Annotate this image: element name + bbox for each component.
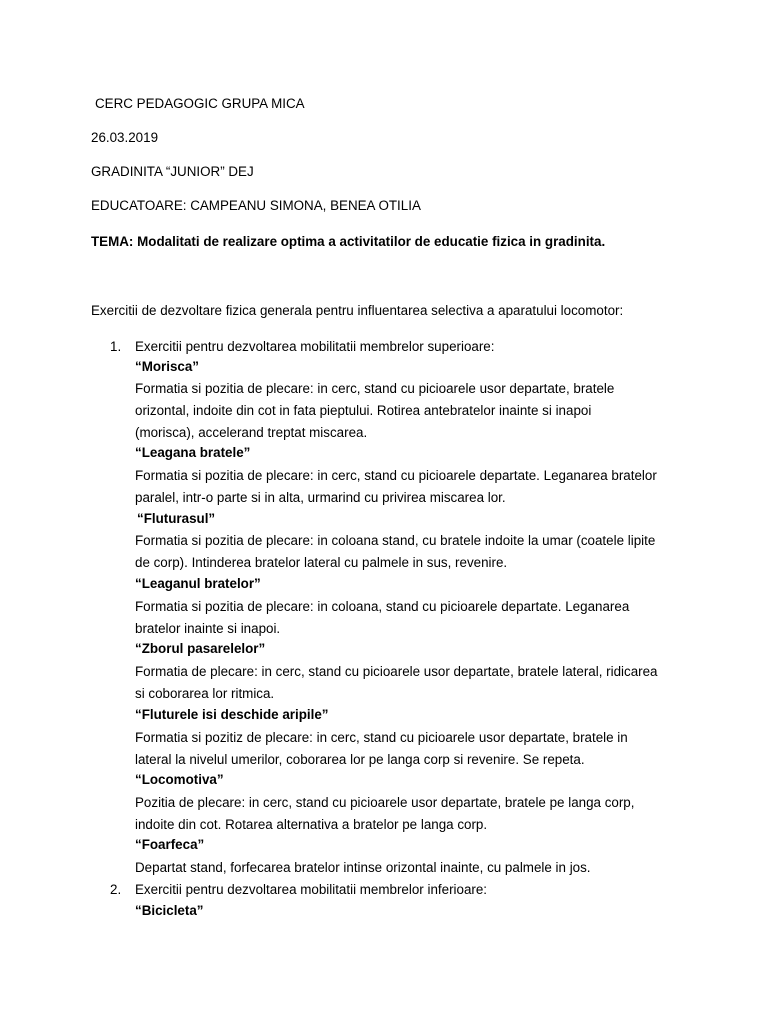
exercise-line: Formatia si pozitia de plecare: in cerc, stand cu picioarele departate. Leganarea bratelor: [135, 468, 657, 483]
exercise-line: de corp). Intinderea bratelor lateral cu palmele in sus, revenire.: [135, 555, 508, 570]
exercise-line: Formatia si pozitia de plecare: in coloana stand, cu bratele indoite la umar (coatele lipite: [135, 533, 656, 548]
document-date: 26.03.2019: [91, 130, 159, 145]
exercise-line: orizontal, indoite din cot in fata pieptului. Rotirea antebratelor inainte si inapoi: [135, 403, 592, 418]
exercise-name: “Bicicleta”: [135, 903, 204, 918]
exercise-line: Departat stand, forfecarea bratelor intinse orizontal inainte, cu palmele in jos.: [135, 860, 591, 875]
document-title: CERC PEDAGOGIC GRUPA MICA: [95, 96, 305, 111]
exercise-line: (morisca), accelerand treptat miscarea.: [135, 425, 368, 440]
exercise-line: lateral la nivelul umerilor, coborarea lor pe langa corp si revenire. Se repeta.: [135, 752, 585, 767]
exercise-name: “Foarfeca”: [135, 837, 205, 852]
exercise-name: “Leaganul bratelor”: [135, 576, 261, 591]
section-heading: Exercitii pentru dezvoltarea mobilitatii membrelor superioare:: [135, 339, 495, 354]
theme-line: TEMA: Modalitati de realizare optima a activitatilor de educatie fizica in gradinita.: [91, 234, 606, 249]
school-name: GRADINITA “JUNIOR” DEJ: [91, 164, 254, 179]
intro-paragraph: Exercitii de dezvoltare fizica generala pentru influentarea selectiva a aparatului locomotor:: [91, 303, 624, 318]
exercise-name: “Morisca”: [135, 359, 199, 374]
section-number: 2.: [110, 882, 122, 897]
exercise-name: “Fluturele isi deschide aripile”: [135, 707, 329, 722]
section-number: 1.: [110, 339, 122, 354]
exercise-line: Formatia de plecare: in cerc, stand cu picioarele usor departate, bratele lateral, ridicarea: [135, 664, 658, 679]
section-heading: Exercitii pentru dezvoltarea mobilitatii membrelor inferioare:: [135, 882, 488, 897]
exercise-name: “Fluturasul”: [137, 511, 216, 526]
exercise-name: “Zborul pasarelelor”: [135, 641, 266, 656]
exercise-name: “Leagana bratele”: [135, 445, 251, 460]
exercise-line: paralel, intr-o parte si in alta, urmarind cu privirea miscarea lor.: [135, 490, 506, 505]
exercise-line: Pozitia de plecare: in cerc, stand cu picioarele usor departate, bratele pe langa corp,: [135, 795, 635, 810]
exercise-line: Formatia si pozitia de plecare: in coloana, stand cu picioarele departate. Leganarea: [135, 599, 630, 614]
teachers-line: EDUCATOARE: CAMPEANU SIMONA, BENEA OTILIA: [91, 198, 421, 213]
exercise-name: “Locomotiva”: [135, 772, 224, 787]
exercise-line: Formatia si pozitiz de plecare: in cerc, stand cu picioarele usor departate, bratele in: [135, 730, 628, 745]
exercise-line: Formatia si pozitia de plecare: in cerc, stand cu picioarele usor departate, bratele: [135, 381, 615, 396]
exercise-line: bratelor inainte si inapoi.: [135, 621, 281, 636]
exercise-line: si coborarea lor ritmica.: [135, 686, 275, 701]
exercise-line: indoite din cot. Rotarea alternativa a bratelor pe langa corp.: [135, 817, 488, 832]
